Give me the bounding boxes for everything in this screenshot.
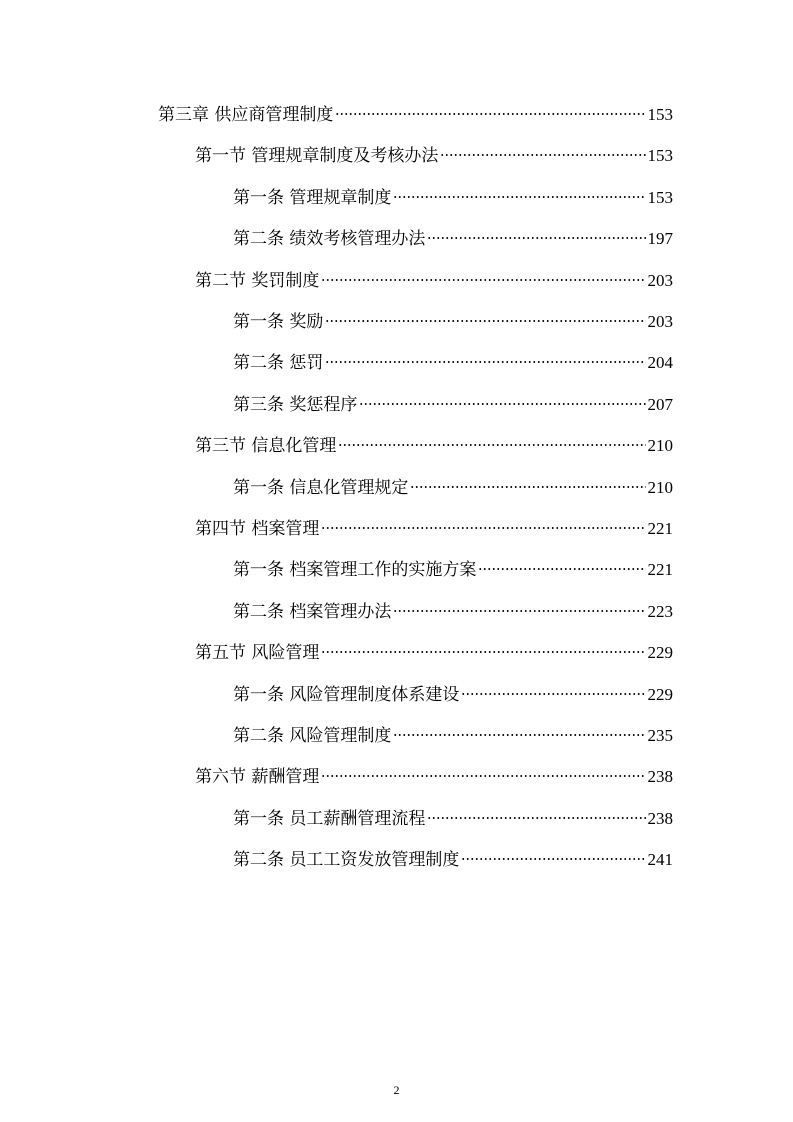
- toc-entry-section-4[interactable]: [195, 504, 673, 539]
- toc-entry-page: 223: [647, 602, 673, 621]
- toc-entry-title: 第二条 惩罚: [233, 353, 324, 373]
- toc-entry-section-1[interactable]: [195, 131, 673, 166]
- toc-entry-page: 238: [647, 809, 673, 828]
- toc-entry-page: 210: [647, 478, 673, 497]
- toc-entry-article[interactable]: [233, 214, 673, 249]
- toc-entry-page: 197: [647, 229, 673, 248]
- toc-dot-leader: [393, 587, 645, 617]
- toc-entry-section-6[interactable]: [195, 752, 673, 787]
- toc-entry-title: 第二节 奖罚制度: [195, 271, 320, 291]
- toc-entry-title: 第一条 管理规章制度: [233, 188, 392, 208]
- toc-entry-title: 第一节 管理规章制度及考核办法: [195, 146, 439, 166]
- toc-dot-leader: [393, 711, 645, 741]
- toc-entry-page: 203: [647, 271, 673, 290]
- toc-entry-page: 229: [647, 643, 673, 662]
- toc-entry-article[interactable]: [233, 545, 673, 580]
- toc-entry-title: 第三条 奖惩程序: [233, 395, 358, 415]
- toc-entry-page: 235: [647, 726, 673, 745]
- toc-dot-leader: [321, 256, 645, 286]
- toc-entry-page: 153: [647, 188, 673, 207]
- toc-dot-leader: [440, 131, 645, 161]
- toc-entry-title: 第四节 档案管理: [195, 519, 320, 539]
- toc-dot-leader: [325, 297, 645, 327]
- toc-entry-page: 221: [647, 519, 673, 538]
- toc-dot-leader: [325, 338, 645, 368]
- toc-entry-article[interactable]: [233, 835, 673, 870]
- toc-dot-leader: [338, 421, 645, 451]
- toc-entry-page: 207: [647, 395, 673, 414]
- toc-entry-article[interactable]: [233, 794, 673, 829]
- toc-entry-title: 第三节 信息化管理: [195, 436, 337, 456]
- toc-entry-page: 210: [647, 436, 673, 455]
- toc-entry-page: 221: [647, 560, 673, 579]
- toc-dot-leader: [321, 504, 645, 534]
- toc-entry-article[interactable]: [233, 380, 673, 415]
- toc-dot-leader: [410, 463, 645, 493]
- toc-entry-article[interactable]: [233, 173, 673, 208]
- toc-entry-title: 第三章 供应商管理制度: [158, 105, 334, 125]
- toc-entry-title: 第六节 薪酬管理: [195, 767, 320, 787]
- toc-entry-page: 241: [647, 850, 673, 869]
- toc-entry-article[interactable]: [233, 338, 673, 373]
- toc-dot-leader: [427, 214, 645, 244]
- toc-entry-article[interactable]: [233, 711, 673, 746]
- toc-entry-page: 204: [647, 353, 673, 372]
- toc-entry-page: 153: [647, 146, 673, 165]
- toc-entry-title: 第一条 员工薪酬管理流程: [233, 809, 426, 829]
- toc-dot-leader: [461, 670, 645, 700]
- toc-entry-section-3[interactable]: [195, 421, 673, 456]
- toc-dot-leader: [321, 628, 645, 658]
- page-number: 2: [393, 1083, 400, 1097]
- toc-entry-title: 第二条 档案管理办法: [233, 602, 392, 622]
- toc-dot-leader: [427, 794, 645, 824]
- toc-entry-title: 第一条 奖励: [233, 312, 324, 332]
- toc-entry-page: 229: [647, 685, 673, 704]
- toc-entry-title: 第一条 信息化管理规定: [233, 478, 409, 498]
- toc-dot-leader: [321, 752, 645, 782]
- toc-dot-leader: [393, 173, 645, 203]
- toc-entry-article[interactable]: [233, 587, 673, 622]
- toc-entry-title: 第一条 档案管理工作的实施方案: [233, 560, 477, 580]
- toc-entry-page: 153: [647, 105, 673, 124]
- toc-entry-title: 第二条 员工工资发放管理制度: [233, 850, 460, 870]
- toc-entry-title: 第二条 绩效考核管理办法: [233, 229, 426, 249]
- toc-entry-chapter-3[interactable]: [158, 90, 673, 125]
- toc-dot-leader: [478, 545, 645, 575]
- toc-entry-title: 第五节 风险管理: [195, 643, 320, 663]
- toc-entry-page: 238: [647, 767, 673, 786]
- toc-dot-leader: [335, 90, 645, 120]
- toc-dot-leader: [359, 380, 645, 410]
- toc-entry-article[interactable]: [233, 670, 673, 705]
- toc-dot-leader: [461, 835, 645, 865]
- toc-entry-title: 第二条 风险管理制度: [233, 726, 392, 746]
- toc-entry-page: 203: [647, 312, 673, 331]
- toc-entry-article[interactable]: [233, 297, 673, 332]
- toc-entry-article[interactable]: [233, 463, 673, 498]
- toc-entry-section-5[interactable]: [195, 628, 673, 663]
- toc-entry-title: 第一条 风险管理制度体系建设: [233, 685, 460, 705]
- toc-entry-section-2[interactable]: [195, 256, 673, 291]
